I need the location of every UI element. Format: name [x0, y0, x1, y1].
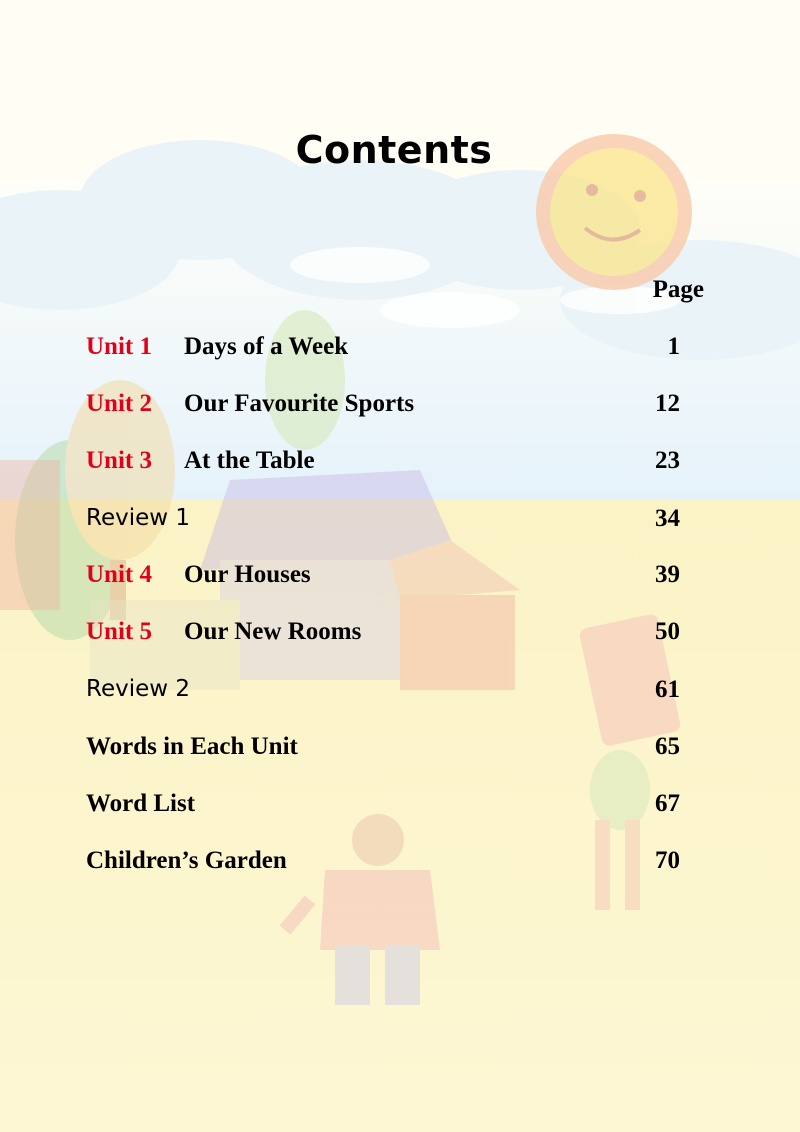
review-label: Review 2	[86, 676, 191, 702]
unit-label: Unit 4	[86, 561, 152, 588]
page-number: 12	[655, 390, 680, 417]
toc-entry[interactable]	[0, 733, 800, 767]
toc-entry[interactable]	[0, 618, 800, 652]
section-label: Word List	[86, 790, 196, 817]
page-column-header: Page	[652, 276, 704, 303]
toc-entry[interactable]	[0, 447, 800, 481]
page-number: 70	[655, 847, 680, 874]
page-number: 65	[655, 733, 680, 760]
page-number: 61	[655, 676, 680, 703]
toc-entry[interactable]	[0, 847, 800, 881]
toc-entry[interactable]	[0, 505, 800, 539]
toc-entry[interactable]	[0, 333, 800, 367]
page-title: Contents	[295, 128, 493, 172]
unit-title: At the Table	[184, 447, 315, 474]
page-number: 67	[655, 790, 680, 817]
unit-title: Days of a Week	[184, 333, 349, 360]
unit-title: Our Houses	[184, 561, 311, 588]
unit-label: Unit 1	[86, 333, 152, 360]
toc-entry[interactable]	[0, 390, 800, 424]
section-label: Words in Each Unit	[86, 733, 298, 760]
toc-entry[interactable]	[0, 790, 800, 824]
unit-title: Our New Rooms	[184, 618, 362, 645]
unit-title: Our Favourite Sports	[184, 390, 415, 417]
page-number: 1	[667, 333, 680, 360]
page-number: 50	[655, 618, 680, 645]
unit-label: Unit 5	[86, 618, 152, 645]
page-number: 34	[655, 505, 680, 532]
toc-entry[interactable]	[0, 561, 800, 595]
page-number: 23	[655, 447, 680, 474]
section-label: Children’s Garden	[86, 847, 287, 874]
toc-entry[interactable]	[0, 676, 800, 710]
page-number: 39	[655, 561, 680, 588]
unit-label: Unit 3	[86, 447, 152, 474]
unit-label: Unit 2	[86, 390, 152, 417]
review-label: Review 1	[86, 505, 191, 531]
